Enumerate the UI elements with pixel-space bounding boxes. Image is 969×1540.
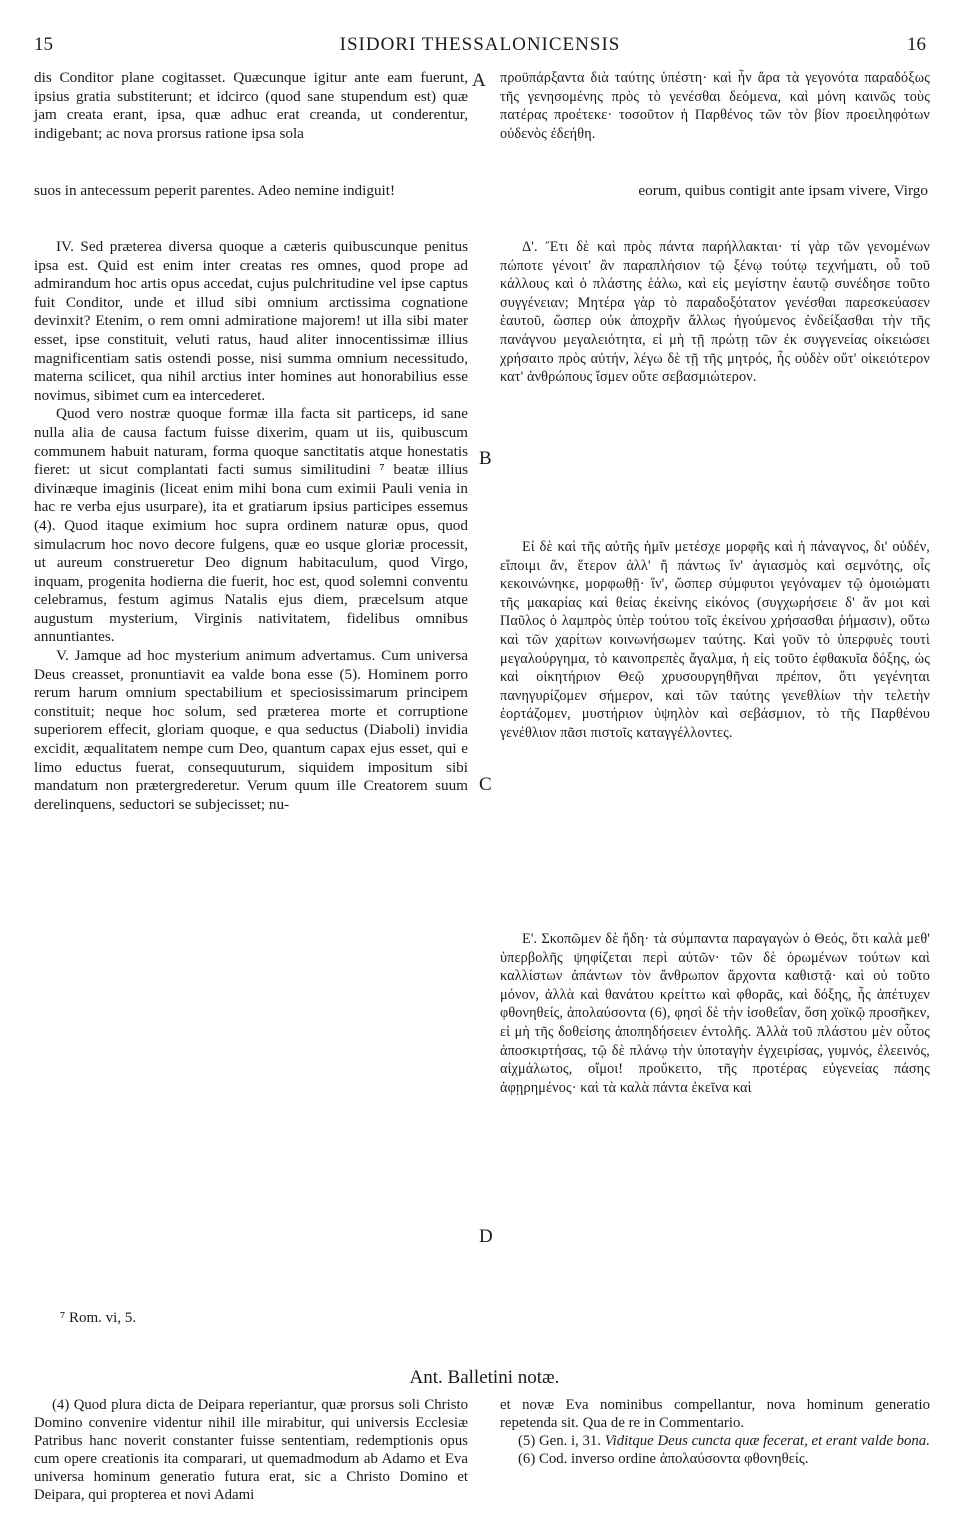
- page-number-right: 16: [907, 34, 926, 55]
- latin-paragraph-v: V. Jamque ad hoc mysterium animum advertamus. Cum universa Deus creasset, pronuntiavit ea valde bona esse (5). Hominem porro rerum harum omnium spectabilium et speciosissimarum principem constituit; neque hoc solum, sed præterea morte et corruptione superiorem effecit, gloriam quoque, e qua seductus (Diaboli) invidia excidit, æqualitatem nempe cum Deo, quantum capax ejus esset, qui e limo eductus fuerat, consequuturum, siquidem impositum sibi mandatum non prætergrederetur. Verum quum ille Creatorem suum derelinquens, seductori se subjecisset; nu-: [34, 647, 468, 813]
- greek-column-block-1: [500, 69, 930, 143]
- greek-paragraph-epsilon: Ε'. Σκοπῶμεν δὲ ἤδη· τὰ σύμπαντα παραγαγὼν ὁ Θεός, ὅτι καλὰ μεθ' ὑπερβολῆς ψηφίζεται περὶ αὐτῶν· τῶν δὲ ὁρωμένων τούτων καὶ καλλίστων ἁπάντων τὸν ἄνθρωπον ἄρχοντα καθιστᾷ· καὶ οὐ τοῦτο μόνον, ἀλλὰ καὶ θανάτου κρείττω καὶ φθορᾶς, καὶ δόξης, ἧς ἀπέτυχεν φθονηθείς, ἀπολαύσοντα (6), φησὶ δὲ τὴν ἰσοθεΐαν, ὅση χοϊκῷ προσῆκεν, εἰ μὴ τῆς δοθείσης ἀποπηδήσειεν ἐντολῆς. Ἀλλὰ τοῦ πλάστου μὲν οὗτος ἀποσκιρτήσας, τῷ δὲ πλάνῳ τὴν ὑποταγὴν ἐγχειρίσας, γυμνός, ἐλεεινός, αἰχμάλωτος, οἴμοι! προὔκειτο, τῆς προτέρας εὐγενείας πάσης ἀφῃρημένος· καὶ τὰ καλὰ πάντα ἐκεῖνα καὶ: [500, 931, 930, 1096]
- biblical-footnote: ⁷ Rom. vi, 5.: [60, 1310, 137, 1326]
- greek-column-block-4: [500, 930, 930, 1097]
- note-4: (4) Quod plura dicta de Deipara reperiantur, quæ prorsus soli Christo Domino convenire videntur nihil ille mirabitur, qui universis Ecclesiæ Patribus hanc noverit constanter fuisse sententiam, redemptionis opus cum opere creationis ita comparari, ut quemadmodum ab Adamo et Eva universa hominum generatio futura erat, sic a Christo Domino et Deipara, qui propterea et novi Adami: [34, 1397, 468, 1503]
- greek-paragraph-delta: Δ'. Ἔτι δὲ καὶ πρὸς πάντα παρήλλακται· τί γὰρ τῶν γενομένων πώποτε γένοιτ' ἂν παραπλήσιον τῷ ξένῳ τούτῳ τεχνήματι, οὗ τοῦ κάλλους καὶ ὁ πλάστης ἑάλω, καὶ εἰς μεγίστην ἑαυτῷ συνέδησε τοῦτο συγγένειαν; Μητέρα γὰρ τὸ παραδοξότατον γενέσθαι παρεσκεύασεν ἑαυτοῦ, ὥσπερ οὐκ ἀποχρῆν ἄλλως ἡγούμενος ἐνδείξασθαι τὴν τῆς πανάγνου μεγαλειότητα, εἰ μὴ τῇ πρώτῃ τῶν ἐκ συγγενείας οἰκειώσει χρήσαιτο πρὸς αὐτήν, λέγω δὲ τῇ τῆς μητρός, ἧς οὐδὲν οὔτ' οἰκειότερον κατ' ἀνθρώπους ἴσμεν οὔτε σεβασμιώτερον.: [500, 239, 930, 386]
- margin-marker-a: A: [472, 70, 486, 91]
- latin-paragraph-continuation: dis Conditor plane cogitasset. Quæcunque igitur ante eam fuerunt, ipsius gratia substiterunt; et idcirco (quod sane stupendum est) quæ jam creata erant, ipsa, quæ adhuc erat creanda, ut conderentur, indigebant; ac nova prorsus ratione ipsa sola: [34, 69, 468, 142]
- note-5-reference: (5) Gen. i, 31.: [518, 1433, 602, 1449]
- notes-heading: Ant. Balletini notæ.: [409, 1367, 560, 1388]
- running-header: [34, 34, 926, 60]
- latin-paragraph-iv: IV. Sed præterea diversa quoque a cæteris quibuscunque penitus ipsa est. Quid est enim inter creatas res omnes, quod prope ad admirandum hoc artis opus accedat, cujus pulchritudine vel ipse captus fuit Conditor, unde et illud sibi omnium arctissima cognatione devinxit? Etenim, o rem omni admiratione majorem! ut illa sibi mater esset, ipse constituit, veluti ratus, haud aliter innocentissimæ illius magnificentiam satis ostendi posse, nisi summa omnium necessitudo, materna scilicet, qua nihil arctius inter homines aut honorabilius esse novimus, sibimet cum ea intercederet.: [34, 238, 468, 404]
- note-5: [500, 1432, 930, 1450]
- margin-marker-c: C: [479, 774, 492, 795]
- spanning-line-latin: suos in antecessum peperit parentes. Adeo nemine indiguit!: [34, 182, 396, 199]
- notes-left-column: [34, 1396, 468, 1504]
- latin-column-block-1: [34, 69, 468, 143]
- greek-column-block-2: [500, 238, 930, 387]
- note-5-quote: Viditque Deus cuncta quæ fecerat, et erant valde bona.: [604, 1433, 930, 1449]
- margin-marker-b: B: [479, 448, 492, 469]
- greek-paragraph-ei-de: Εἰ δὲ καὶ τῆς αὐτῆς ἡμῖν μετέσχε μορφῆς καὶ ἡ πάναγνος, δι' οὐδέν, εἴποιμι ἄν, ἕτερον ἀλλ' ἤ πάντως ἵν' ἁγιασμὸς καὶ σεμνότης, οἷς κεκοινώνηκε, μορφωθῇ· ἵν', ὥσπερ σύμφυτοι γεγόναμεν τῷ ὁμοιώματι τῆς μακαρίας καὶ θείας ἐκείνης εἰκόνος (συγχωρήσειε δ' ἄν μοι καὶ Παῦλος ὁ λαμπρὸς ὑπὲρ τούτου τοῖς ἐκείνου χρήσασθαι ῥήμασιν), οὕτω καὶ τῶν χαρίτων κοινωνήσωμεν ταύτης. Καὶ γοῦν τὸ ὑπερφυὲς τουτὶ μεγαλούργημα, τὸ καινοπρεπὲς ἄγαλμα, ἡ εἰς τοῦτο ἐφθακυῖα δόξης, ὡς καὶ οἰκητήριον Θεῷ χρυσουργηθῆναι πρέπον, ὅτι γεγένηται πανηγυρίζομεν σήμερον, καὶ τῶν ταύτης γενεθλίων τὴν τελετὴν ἑορτάζομεν, μυστήριον ὑψηλὸν καὶ σεβάσμιον, τὸ τῆς Παρθένου γενέθλιον πᾶσι πιστοῖς καταγγέλλοντες.: [500, 539, 930, 741]
- greek-column-block-3: [500, 538, 930, 743]
- spanning-line-latin-right: eorum, quibus contigit ante ipsam vivere, Virgo: [638, 182, 928, 199]
- notes-right-column: [500, 1396, 930, 1468]
- margin-marker-d: D: [479, 1226, 493, 1247]
- page-number-left: 15: [34, 34, 53, 55]
- latin-paragraph-forma: Quod vero nostræ quoque formæ illa facta sit particeps, id sane nulla alia de causa factum fuisse dixerim, quam ut iis, quibuscum communem habuit naturam, forma quoque sanctitatis atque honestatis fieret: ut sicut complantati facti sumus similitudini ⁷ beatæ illius divinæque imaginis (liceat enim mihi bona cum eximii Pauli venia in hac re verba ejus usurpare), ita et gratiarum ipsius participes essemus (4). Quod itaque eximium hoc supra ordinem naturæ opus, quod simulacrum hoc novo decore fulgens, quæ eo usque gloriæ processit, ut aureum construeretur Deo dignum habitaculum, quod Virgo, inquam, progenita hodierna die fuerit, hoc est, quod solemni conventu celebramus, festum agimus Natalis ejus diem, præcelsum atque augustum mysterium, Virginis nativitatem, fidelibus omnibus annuntiantes.: [34, 405, 468, 646]
- spanning-line-right: [498, 182, 928, 201]
- latin-column-block-2: [34, 238, 468, 814]
- note-6: (6) Cod. inverso ordine ἀπολαύσοντα φθονηθείς.: [518, 1451, 809, 1467]
- running-title: ISIDORI THESSALONICENSIS: [339, 34, 621, 55]
- note-4-continuation: et novæ Eva nominibus compellantur, nova hominum generatio repetenda sit. Qua de re in Commentario.: [500, 1397, 930, 1431]
- greek-paragraph-continuation: προϋπάρξαντα διὰ ταύτης ὑπέστη· καὶ ἦν ἄρα τὰ γεγονότα παραδόξως τῆς γενησομένης πρὸς τὸ γενέσθαι δεόμενα, καὶ μόνη καινῶς τοὺς πατέρας προέτεκε· τοσοῦτον ἡ Παρθένος τῶν τὸν βίον προειληφότων οὐδενὸς ἐδεήθη.: [500, 70, 930, 142]
